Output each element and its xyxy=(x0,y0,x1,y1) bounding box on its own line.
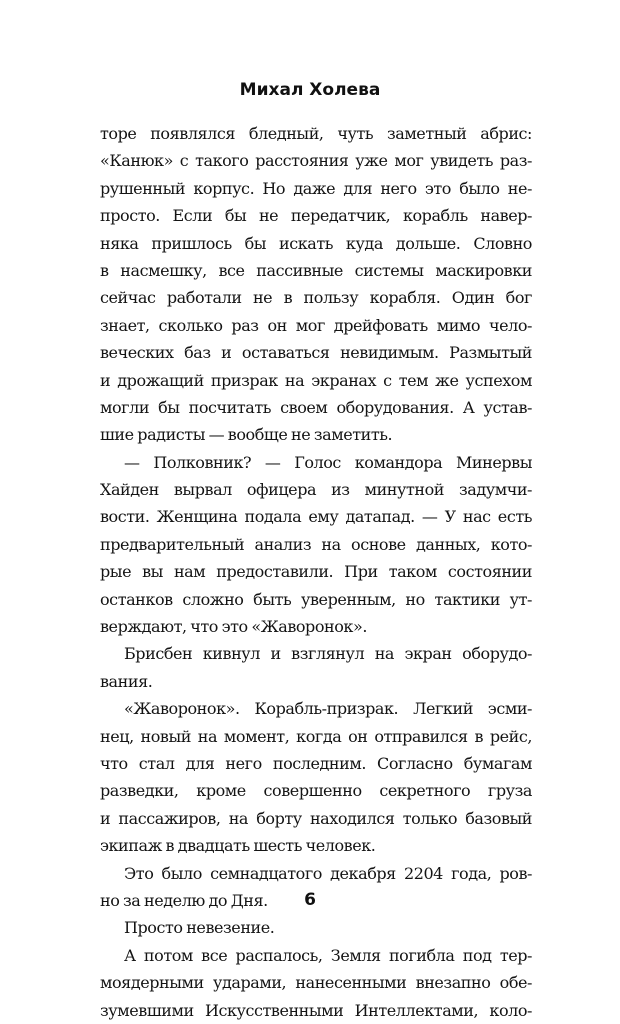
text-line: что стал для него последним. Согласно бумагам xyxy=(100,753,532,773)
text-line: рые вы нам предоставили. При таком состоянии xyxy=(100,562,532,582)
text-line: предварительный анализ на основе данных, кото- xyxy=(100,534,532,554)
text-line: зумевшими Искусственными Интеллектами, коло- xyxy=(100,1000,532,1020)
text-line: «Жаворонок». Корабль-призрак. Легкий эсми- xyxy=(124,699,532,719)
text-line: Хайден вырвал офицера из минутной задумчи- xyxy=(100,480,532,500)
text-line: — Полковник? — Голос командора Минервы xyxy=(124,452,532,472)
text-line: могли бы посчитать своем оборудования. А устав- xyxy=(100,397,532,417)
text-line: останков сложно быть уверенным, но тактики ут- xyxy=(100,589,532,609)
text-line: Это было семнадцатого декабря 2204 года, ров- xyxy=(124,863,532,883)
text-line: и дрожащий призрак на экранах с тем же успехом xyxy=(100,370,532,390)
text-line: верждают, что это «Жаворонок». xyxy=(100,617,367,637)
text-line: вости. Женщина подала ему датапад. — У нас есть xyxy=(100,507,532,527)
text-line: сейчас работали не в пользу корабля. Один бог xyxy=(100,288,532,308)
text-line: Просто невезение. xyxy=(124,918,275,938)
text-line: вания. xyxy=(100,671,153,691)
text-line: шие радисты — вообще не заметить. xyxy=(100,425,393,445)
body-text xyxy=(100,120,532,1024)
text-line: и пассажиров, на борту находился только базовый xyxy=(100,808,532,828)
text-line: но за неделю до Дня. xyxy=(100,890,268,910)
page-number: 6 xyxy=(304,890,316,910)
text-line: нец, новый на момент, когда он отправился в рейс, xyxy=(100,726,532,746)
text-line: торе появлялся бледный, чуть заметный абрис: xyxy=(100,124,532,143)
text-line: знает, сколько раз он мог дрейфовать мимо чело- xyxy=(100,315,532,335)
text-line: просто. Если бы не передатчик, корабль навер- xyxy=(100,206,532,226)
text-line: рушенный корпус. Но даже для него это было не- xyxy=(100,178,532,198)
text-line: веческих баз и оставаться невидимым. Размытый xyxy=(100,343,532,363)
text-line: А потом все распалось, Земля погибла под тер- xyxy=(124,945,532,965)
text-line: экипаж в двадцать шесть человек. xyxy=(100,836,376,856)
running-head-author: Михал Холева xyxy=(239,80,381,100)
text-line: разведки, кроме совершенно секретного груза xyxy=(100,781,532,801)
text-line: няка пришлось бы искать куда дольше. Словно xyxy=(100,233,532,253)
text-line: в насмешку, все пассивные системы маскировки xyxy=(100,260,532,280)
text-line: моядерными ударами, нанесенными внезапно обе- xyxy=(100,973,532,993)
text-line: «Канюк» с такого расстояния уже мог увидеть раз- xyxy=(100,151,532,171)
text-line: Брисбен кивнул и взглянул на экран оборудо- xyxy=(124,644,532,664)
